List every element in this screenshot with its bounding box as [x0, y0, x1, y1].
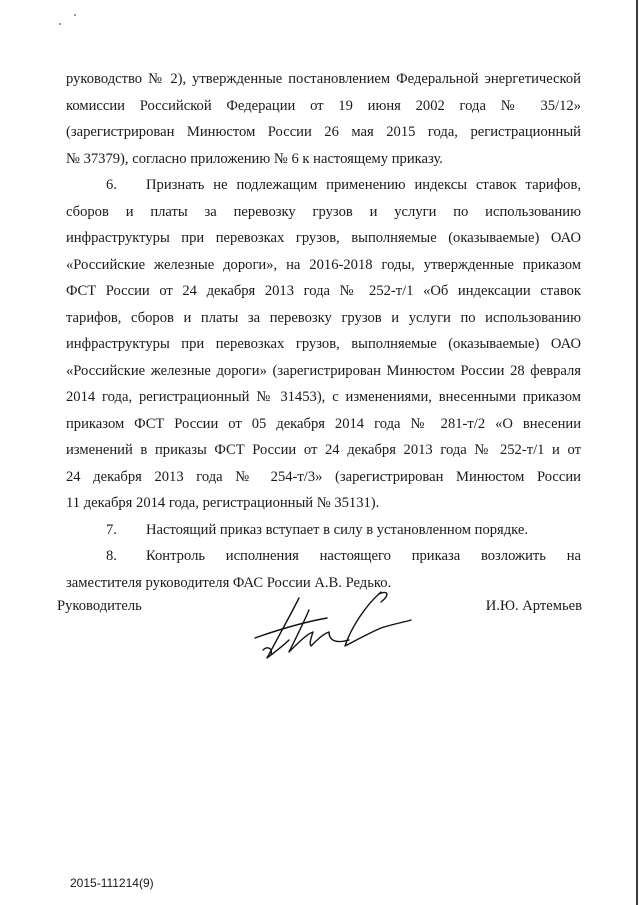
paragraph-6: [66, 172, 581, 517]
paragraph-7: [66, 517, 581, 544]
text-line: тарифов, сборов и платы за перевозку грузов и услуги по использованию: [66, 309, 581, 326]
handwritten-signature: [253, 588, 413, 668]
text-line: 11 декабря 2014 года, регистрационный № 35131).: [66, 495, 380, 511]
text-line: заместителя руководителя ФАС России А.В. Редько.: [66, 574, 392, 591]
signatory-name: И.Ю. Артемьев: [485, 598, 582, 614]
text-line: комиссии Российской Федерации от 19 июня 2002 года № 35/12»: [66, 97, 581, 114]
paragraph-number: 8.: [106, 548, 117, 564]
text-line-content: Настоящий приказ вступает в силу в установленном порядке.: [146, 521, 529, 538]
text-line: инфраструктуры при перевозках грузов, выполняемые (оказываемые) ОАО: [66, 230, 581, 246]
text-line: 24 декабря 2013 года № 254-т/3» (зарегистрирован Минюстом России: [66, 468, 581, 485]
text-line-content: Контроль исполнения настоящего приказа возложить на: [146, 548, 581, 564]
paragraph-continuation: [66, 66, 581, 172]
text-line: 2014 года, регистрационный № 31453), с изменениями, внесенными приказом: [66, 389, 581, 405]
document-reference-number: 2015-111214(9): [70, 876, 154, 890]
text-line: [66, 543, 581, 570]
text-line: инфраструктуры при перевозках грузов, выполняемые (оказываемые) ОАО: [66, 336, 581, 352]
text-line: сборов и платы за перевозку грузов и услуги по использованию: [66, 203, 581, 220]
text-line-content: Признать не подлежащим применению индексы ставок тарифов,: [146, 177, 581, 193]
scan-speck: [74, 14, 76, 16]
paragraph-number: 7.: [106, 521, 117, 538]
page-edge-shadow: [636, 0, 638, 905]
text-line: № 37379), согласно приложению № 6 к настоящему приказу.: [66, 150, 443, 167]
text-line: изменений в приказы ФСТ России от 24 декабря 2013 года № 252-т/1 и от: [66, 442, 581, 458]
text-line: (зарегистрирован Минюстом России 26 мая 2015 года, регистрационный: [66, 124, 581, 140]
text-line: [66, 517, 581, 544]
paragraph-number: 6.: [106, 177, 117, 193]
text-line: [66, 172, 581, 199]
text-line: «Российские железные дороги» (зарегистрирован Минюстом России 28 февраля: [66, 362, 581, 379]
text-line: «Российские железные дороги», на 2016-2018 годы, утвержденные приказом: [66, 256, 581, 273]
scan-speck: [59, 23, 61, 25]
text-line: ФСТ России от 24 декабря 2013 года № 252-т/1 «Об индексации ставок: [66, 283, 581, 299]
text-line: руководство № 2), утвержденные постановлением Федеральной энергетической: [66, 71, 581, 87]
document-body: [66, 66, 581, 596]
signatory-title: Руководитель: [57, 598, 142, 614]
text-line: приказом ФСТ России от 05 декабря 2014 года № 281-т/2 «О внесении: [66, 415, 581, 432]
